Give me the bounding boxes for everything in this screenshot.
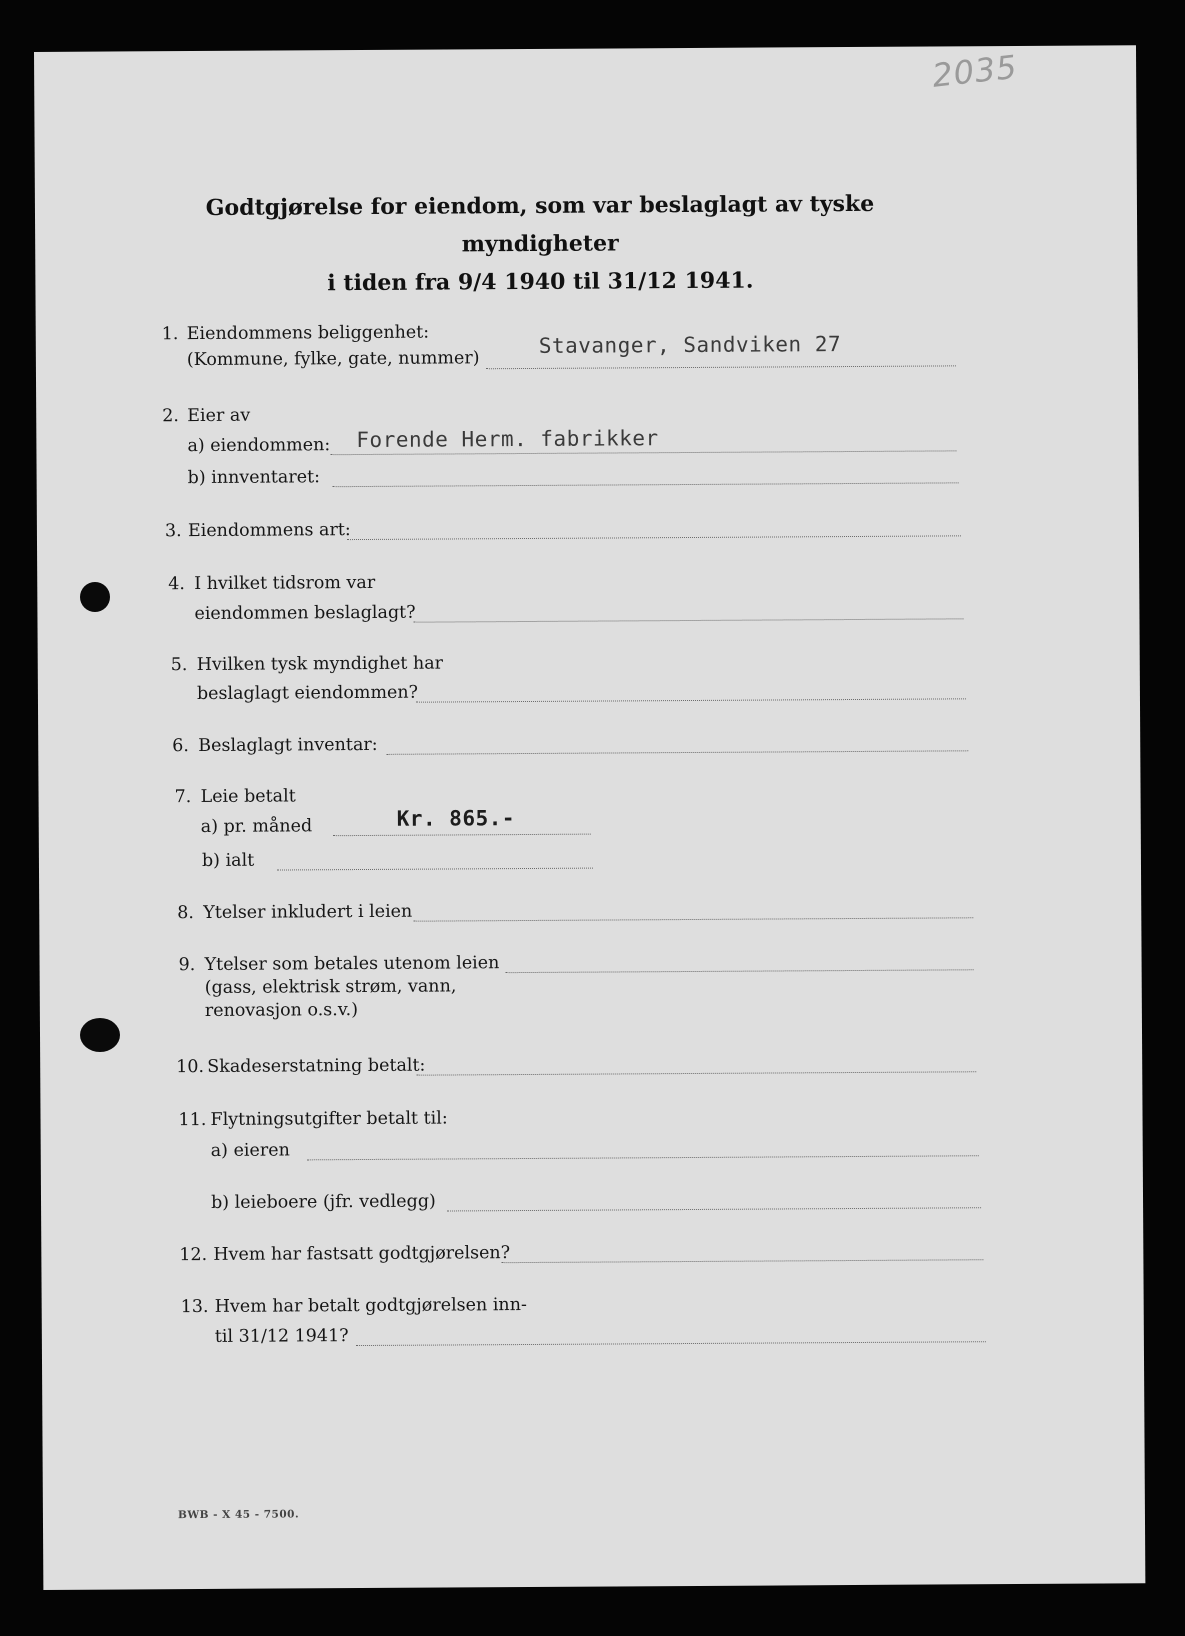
item-8-label: Ytelser inkludert i leien — [203, 901, 413, 923]
item-1-number: 1. — [161, 324, 179, 345]
item-8-answer-line — [413, 917, 973, 921]
item-9-sublabel-2: renovasjon o.s.v.) — [204, 1000, 359, 1021]
item-9-number: 9. — [178, 955, 196, 976]
item-7a-answer-line — [333, 834, 591, 837]
item-2a-label: a) eiendommen: — [187, 435, 331, 457]
item-2-number: 2. — [162, 406, 179, 427]
item-5-number: 5. — [170, 655, 188, 676]
item-10-number: 10. — [176, 1056, 205, 1078]
item-13-number: 13. — [180, 1296, 209, 1318]
item-1-answer: Stavanger, Sandviken 27 — [538, 332, 842, 358]
title-line-2: i tiden fra 9/4 1940 til 31/12 1941. — [327, 267, 754, 297]
item-6-label: Beslaglagt inventar: — [198, 734, 378, 757]
item-1-answer-line — [486, 365, 956, 369]
item-11b-answer-line — [447, 1207, 981, 1211]
item-4-number: 4. — [168, 574, 186, 595]
item-5-sublabel: beslaglagt eiendommen? — [196, 682, 419, 705]
item-11-number: 11. — [178, 1109, 207, 1131]
item-1-sublabel: (Kommune, fylke, gate, nummer) — [186, 348, 480, 371]
item-13-label: Hvem har betalt godtgjørelsen inn- — [214, 1295, 527, 1317]
item-10-label: Skadeserstatning betalt: — [207, 1055, 426, 1077]
item-2b-label: b) innventaret: — [187, 467, 321, 489]
item-11-label: Flytningsutgifter betalt til: — [210, 1108, 448, 1130]
item-12-number: 12. — [179, 1244, 208, 1266]
item-4-label: I hvilket tidsrom var — [194, 572, 376, 595]
item-7-number: 7. — [174, 787, 192, 808]
item-11a-answer-line — [307, 1155, 979, 1160]
item-3-label: Eiendommens art: — [187, 520, 351, 542]
item-3-number: 3. — [164, 521, 182, 542]
item-9-answer-line — [506, 969, 974, 973]
item-12-answer-line — [501, 1259, 983, 1263]
item-8-number: 8. — [177, 903, 195, 924]
punch-hole-bottom — [80, 1018, 120, 1052]
printer-footer: BWB - X 45 - 7500. — [177, 1508, 300, 1522]
page-number: 2035 — [930, 47, 1020, 95]
item-6-answer-line — [386, 750, 968, 755]
item-5-answer-line — [416, 698, 966, 702]
title-line-1: Godtgjørelse for eiendom, som var beslaglagt av tyske myndigheter — [205, 190, 875, 258]
item-13-answer-line — [356, 1341, 986, 1346]
item-10-answer-line — [416, 1071, 976, 1075]
item-2a-answer: Forende Herm. fabrikker — [356, 426, 659, 453]
item-5-label: Hvilken tysk myndighet har — [196, 653, 444, 676]
item-7b-label: b) ialt — [201, 850, 255, 871]
item-9-label: Ytelser som betales utenom leien — [204, 953, 500, 975]
item-1-label: Eiendommens beliggenhet: — [186, 322, 430, 345]
item-4-answer-line — [413, 618, 963, 622]
item-2-label: Eier av — [187, 405, 251, 427]
item-7a-label: a) pr. måned — [200, 816, 313, 837]
item-9-sublabel-1: (gass, elektrisk strøm, vann, — [204, 976, 457, 998]
form-page — [34, 45, 1145, 1590]
punch-hole-top — [80, 582, 110, 612]
item-13-sublabel: til 31/12 1941? — [214, 1326, 349, 1347]
item-3-answer-line — [347, 535, 961, 540]
form-title — [125, 184, 956, 303]
item-7a-answer: Kr. 865.- — [396, 806, 516, 831]
item-2b-answer-line — [333, 482, 959, 487]
item-7b-answer-line — [277, 868, 593, 871]
item-11b-label: b) leieboere (jfr. vedlegg) — [210, 1191, 436, 1213]
item-11a-label: a) eieren — [210, 1140, 290, 1161]
item-7-label: Leie betalt — [200, 786, 296, 807]
item-4-sublabel: eiendommen beslaglagt? — [194, 602, 416, 625]
item-12-label: Hvem har fastsatt godtgjørelsen? — [213, 1243, 511, 1265]
item-6-number: 6. — [172, 736, 190, 757]
